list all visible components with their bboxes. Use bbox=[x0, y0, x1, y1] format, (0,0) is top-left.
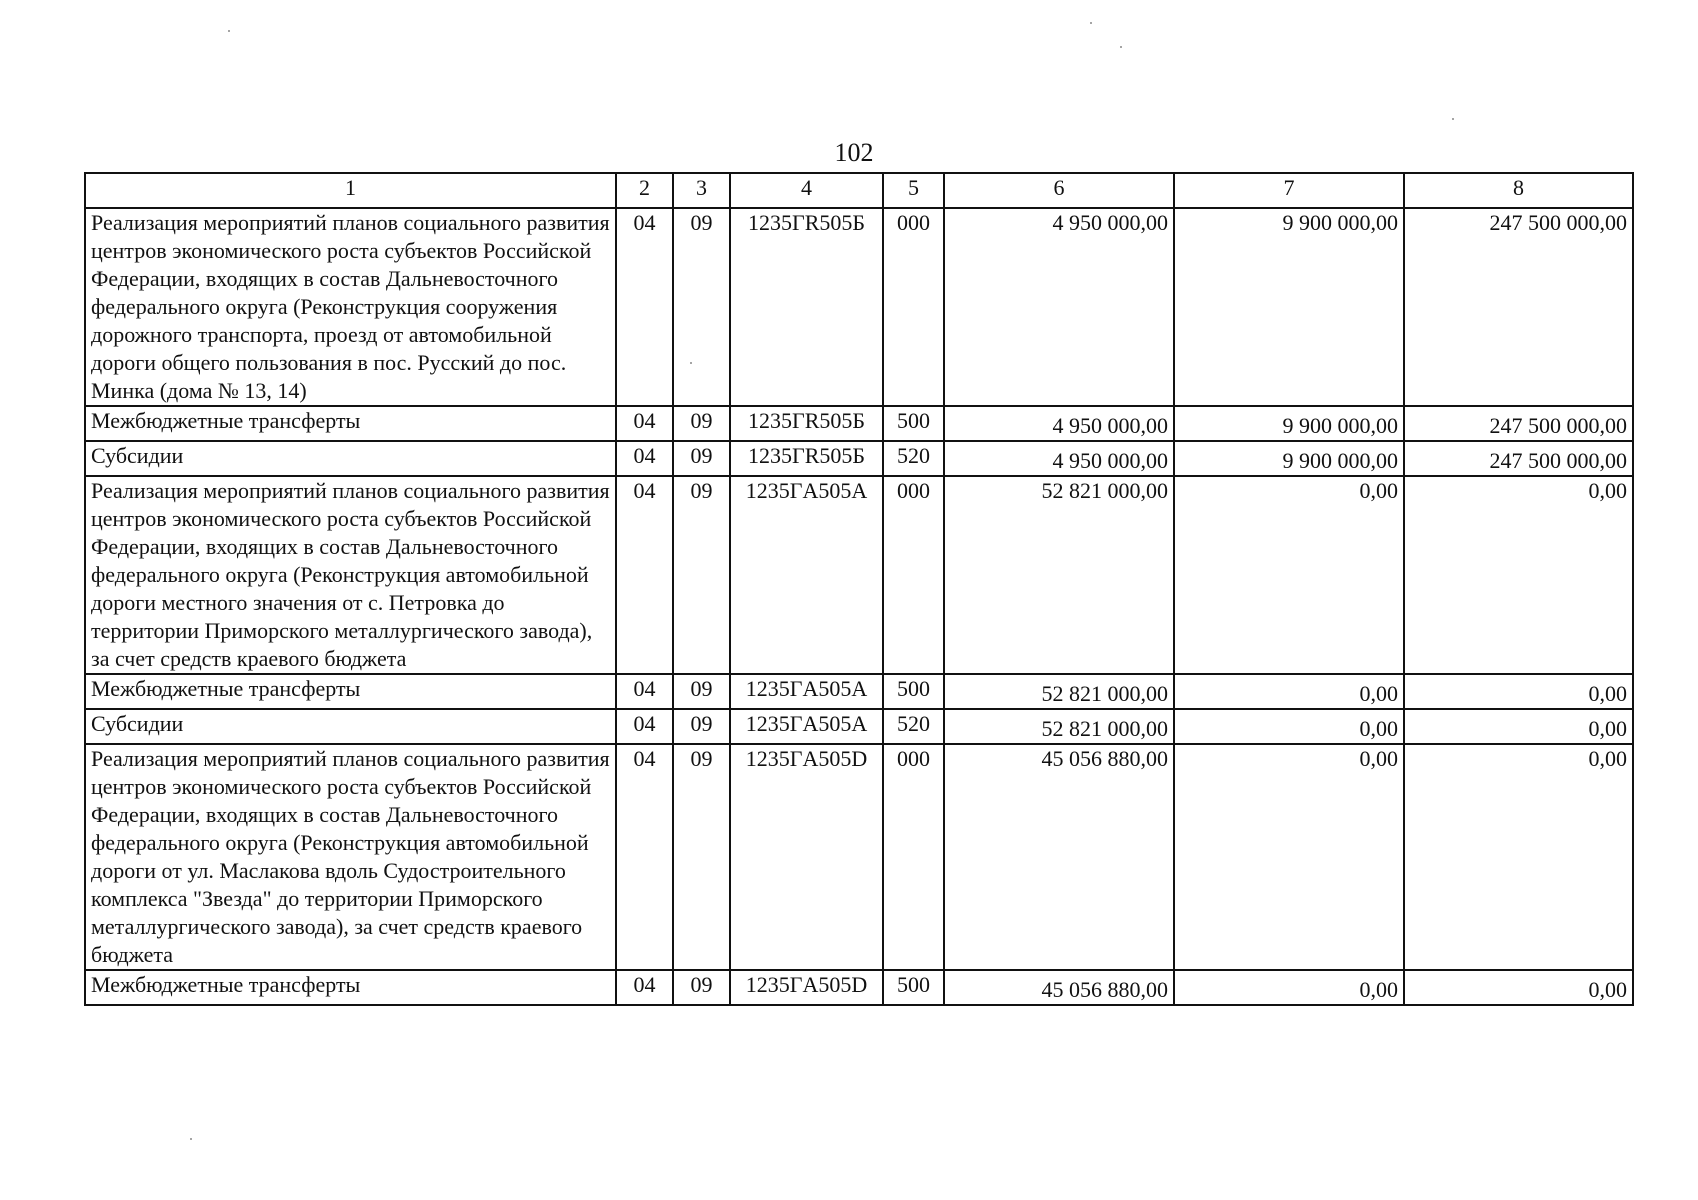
scan-speck bbox=[190, 1138, 192, 1140]
amount-col8-cell: 0,00 bbox=[1404, 970, 1633, 1005]
amount-col6-cell: 52 821 000,00 bbox=[944, 674, 1174, 709]
subsection-code-cell: 09 bbox=[673, 970, 730, 1005]
section-code-cell: 04 bbox=[616, 406, 673, 441]
scan-speck bbox=[1090, 22, 1092, 24]
row-name-cell: Межбюджетные трансферты bbox=[85, 674, 616, 709]
amount-col6-cell: 52 821 000,00 bbox=[944, 476, 1174, 674]
amount-col6-cell: 4 950 000,00 bbox=[944, 441, 1174, 476]
page-number: 102 bbox=[834, 138, 874, 167]
amount-col7-cell: 0,00 bbox=[1174, 476, 1404, 674]
expense-type-cell: 000 bbox=[883, 744, 944, 970]
amount-col7-cell: 9 900 000,00 bbox=[1174, 208, 1404, 406]
scan-speck bbox=[1452, 118, 1454, 120]
table-row bbox=[85, 744, 1633, 970]
amount-col8-cell: 247 500 000,00 bbox=[1404, 441, 1633, 476]
section-code-cell: 04 bbox=[616, 441, 673, 476]
header-cell: 8 bbox=[1404, 173, 1633, 208]
subsection-code-cell: 09 bbox=[673, 744, 730, 970]
subsection-code-cell: 09 bbox=[673, 406, 730, 441]
row-name-cell: Реализация мероприятий планов социального развития центров экономического роста субъектов Российской Федерации, входящих в состав Дальневосточного федерального округа (Реконструкция сооружения дорожного транспорта, проезд от автомобильной дороги общего пользования в пос. Русский до пос. Минка (дома № 13, 14) bbox=[85, 208, 616, 406]
scan-speck bbox=[690, 362, 692, 364]
expense-type-cell: 520 bbox=[883, 709, 944, 744]
amount-col6-cell: 52 821 000,00 bbox=[944, 709, 1174, 744]
row-name-cell: Межбюджетные трансферты bbox=[85, 970, 616, 1005]
amount-col7-cell: 0,00 bbox=[1174, 744, 1404, 970]
expense-type-cell: 000 bbox=[883, 476, 944, 674]
subsection-code-cell: 09 bbox=[673, 709, 730, 744]
target-article-cell: 1235ГA505A bbox=[730, 674, 883, 709]
target-article-cell: 1235ГA505D bbox=[730, 970, 883, 1005]
row-name-cell: Субсидии bbox=[85, 441, 616, 476]
table-row bbox=[85, 674, 1633, 709]
section-code-cell: 04 bbox=[616, 476, 673, 674]
amount-col6-cell: 45 056 880,00 bbox=[944, 744, 1174, 970]
subsection-code-cell: 09 bbox=[673, 476, 730, 674]
amount-col8-cell: 0,00 bbox=[1404, 476, 1633, 674]
header-cell: 4 bbox=[730, 173, 883, 208]
amount-col7-cell: 0,00 bbox=[1174, 674, 1404, 709]
table-header-row bbox=[85, 173, 1633, 208]
amount-col8-cell: 0,00 bbox=[1404, 674, 1633, 709]
amount-col7-cell: 9 900 000,00 bbox=[1174, 406, 1404, 441]
scan-speck bbox=[228, 30, 230, 32]
amount-col8-cell: 247 500 000,00 bbox=[1404, 208, 1633, 406]
section-code-cell: 04 bbox=[616, 674, 673, 709]
expense-type-cell: 500 bbox=[883, 674, 944, 709]
target-article-cell: 1235ГR505Б bbox=[730, 441, 883, 476]
expense-type-cell: 520 bbox=[883, 441, 944, 476]
subsection-code-cell: 09 bbox=[673, 674, 730, 709]
section-code-cell: 04 bbox=[616, 970, 673, 1005]
amount-col6-cell: 45 056 880,00 bbox=[944, 970, 1174, 1005]
target-article-cell: 1235ГA505D bbox=[730, 744, 883, 970]
table-row bbox=[85, 476, 1633, 674]
target-article-cell: 1235ГR505Б bbox=[730, 406, 883, 441]
header-cell: 7 bbox=[1174, 173, 1404, 208]
row-name-cell: Реализация мероприятий планов социального развития центров экономического роста субъектов Российской Федерации, входящих в состав Дальневосточного федерального округа (Реконструкция автомобильной дороги от ул. Маслакова вдоль Судостроительного комплекса "Звезда" до территории Приморского металлургического завода), за счет средств краевого бюджета bbox=[85, 744, 616, 970]
row-name-cell: Субсидии bbox=[85, 709, 616, 744]
scan-speck bbox=[1120, 46, 1122, 48]
header-cell: 3 bbox=[673, 173, 730, 208]
target-article-cell: 1235ГA505A bbox=[730, 476, 883, 674]
amount-col6-cell: 4 950 000,00 bbox=[944, 406, 1174, 441]
amount-col7-cell: 0,00 bbox=[1174, 709, 1404, 744]
section-code-cell: 04 bbox=[616, 709, 673, 744]
expense-type-cell: 500 bbox=[883, 406, 944, 441]
target-article-cell: 1235ГA505A bbox=[730, 709, 883, 744]
header-cell: 5 bbox=[883, 173, 944, 208]
row-name-cell: Межбюджетные трансферты bbox=[85, 406, 616, 441]
header-cell: 1 bbox=[85, 173, 616, 208]
row-name-cell: Реализация мероприятий планов социального развития центров экономического роста субъектов Российской Федерации, входящих в состав Дальневосточного федерального округа (Реконструкция автомобильной дороги местного значения от с. Петровка до территории Приморского металлургического завода), за счет средств краевого бюджета bbox=[85, 476, 616, 674]
budget-table bbox=[84, 172, 1634, 1006]
expense-type-cell: 500 bbox=[883, 970, 944, 1005]
table-row bbox=[85, 208, 1633, 406]
subsection-code-cell: 09 bbox=[673, 208, 730, 406]
section-code-cell: 04 bbox=[616, 208, 673, 406]
table-row bbox=[85, 441, 1633, 476]
section-code-cell: 04 bbox=[616, 744, 673, 970]
table-row bbox=[85, 709, 1633, 744]
amount-col8-cell: 247 500 000,00 bbox=[1404, 406, 1633, 441]
table-row bbox=[85, 406, 1633, 441]
table-row bbox=[85, 970, 1633, 1005]
expense-type-cell: 000 bbox=[883, 208, 944, 406]
subsection-code-cell: 09 bbox=[673, 441, 730, 476]
amount-col8-cell: 0,00 bbox=[1404, 709, 1633, 744]
amount-col7-cell: 9 900 000,00 bbox=[1174, 441, 1404, 476]
header-cell: 6 bbox=[944, 173, 1174, 208]
amount-col6-cell: 4 950 000,00 bbox=[944, 208, 1174, 406]
amount-col7-cell: 0,00 bbox=[1174, 970, 1404, 1005]
amount-col8-cell: 0,00 bbox=[1404, 744, 1633, 970]
target-article-cell: 1235ГR505Б bbox=[730, 208, 883, 406]
header-cell: 2 bbox=[616, 173, 673, 208]
